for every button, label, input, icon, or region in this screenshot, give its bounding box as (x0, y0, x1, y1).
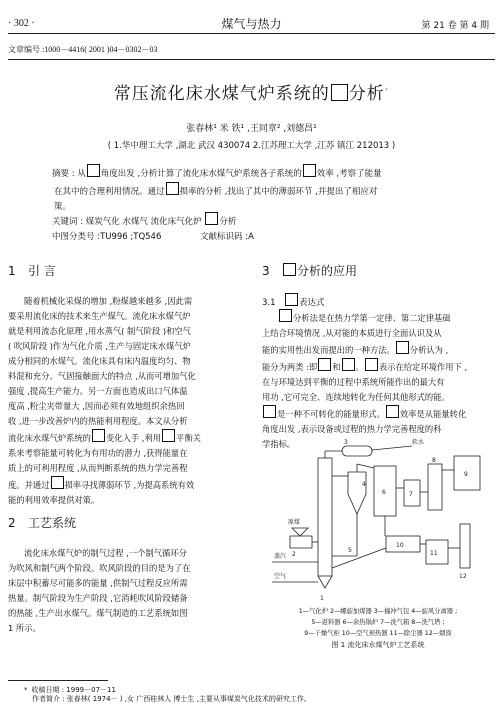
anergy-box-icon (342, 358, 355, 371)
article-rule (8, 59, 495, 60)
authors: 张春林¹ 米 铁¹ ,王同章² ,刘德昌¹ (186, 124, 317, 134)
title-footnote-mark: * (384, 86, 390, 95)
unit-number: 10 (396, 542, 404, 549)
text-line: 的热能 ,生产出水煤气。煤气制造的工艺系统如图 (8, 608, 188, 618)
unit-number: 4 (362, 481, 366, 488)
text-line (262, 309, 494, 326)
label-coal: 原煤 (288, 519, 301, 526)
header-rule (8, 33, 495, 34)
gasifier (318, 458, 332, 576)
clc-number: 中图分类号 :TU996 ;TQ546 (52, 232, 162, 242)
author-bio: 作者简介 : 张春林( 1974－ ) ,女 广西桂林人 博士生 ,主要从事煤炭气化技术的研究工作。 (32, 695, 311, 703)
anergy-box-icon (263, 405, 276, 418)
section-title: 工艺系统 (28, 516, 77, 530)
abstract-text: 损率的分析 ,找出了其中的薄弱环节 ,并提出了相应对 (179, 187, 378, 197)
exergy-box-icon (303, 164, 316, 177)
exergy-box-icon (279, 309, 292, 322)
chimney (460, 524, 470, 568)
text-line: 床层中积蓄尽可能多的能量 ,供制气过程反应所需 (8, 578, 188, 588)
text-span: 能的实用性出发而提出的一种方法。 (262, 345, 395, 355)
unit-number: 11 (430, 550, 438, 557)
cyclone-separator (348, 472, 366, 514)
process-flow-diagram (262, 436, 494, 604)
text-span: 是一种不可转化的能量形式。 (277, 409, 385, 419)
footnote (24, 686, 311, 704)
section-3-heading (262, 262, 357, 279)
title-text-end: 分析 (348, 84, 385, 104)
figure-legend (262, 606, 494, 651)
text-line: 收 ,进一步改善炉内的热能利用程度。本文从分析 (8, 416, 188, 426)
text-line: 为吹风和制气两个阶段。吹风阶段的目的是为了在 (8, 563, 191, 573)
text-line (262, 341, 494, 358)
text-span: 流化床水煤气炉系统的 (8, 433, 91, 443)
text-line: 要采用流化床的技术来生产煤气。流化床水煤气炉 (8, 311, 191, 321)
section-3-1-heading (262, 293, 325, 308)
document-code: 文献标识码 :A (200, 232, 254, 242)
figure-caption: 图 1 流化床水煤气炉工艺系统 (331, 641, 425, 649)
air-line (332, 548, 386, 568)
exergy-box-icon (365, 358, 378, 371)
legend-line: 9—干燥气柜 10—空气预热器 11—除尘器 12—烟囱 (304, 630, 452, 637)
abstract-label: 摘要 : (52, 169, 75, 179)
text-line: 1 所示。 (8, 623, 41, 633)
unit-number: 1 (320, 595, 324, 602)
section-title: 引 言 (28, 264, 56, 278)
text-line: 学指标。 (262, 439, 296, 449)
unit-number: 2 (292, 551, 296, 558)
section-1-body (8, 294, 238, 508)
text-line: 在与环境达到平衡的过程中系统所能作出的最大有 (262, 377, 445, 387)
exergy-box-icon (205, 212, 218, 225)
text-line: 系来考察能量可转化为有用功的潜力 ,获得能量在 (8, 448, 188, 458)
text-span: 变化入手 ,利用 (105, 433, 162, 443)
subsection-title: 表达式 (299, 298, 325, 308)
label-air: 空气 (274, 573, 287, 580)
page-number: · 302 · (8, 18, 35, 29)
unit-number: 3 (344, 439, 348, 446)
abstract-text: 从 (77, 169, 86, 179)
steam-drum (342, 446, 372, 456)
keywords (52, 212, 236, 227)
exergy-box-icon (51, 476, 64, 489)
text-span: 表示在给定环境作用下 , (378, 362, 468, 372)
exergy-box-icon (331, 84, 348, 101)
text-line: 就是利用流态化原理 ,用水蒸气( 制气阶段 )和空气 (8, 326, 191, 336)
unit-number: 9 (464, 471, 468, 478)
section-2-body (8, 546, 238, 636)
text-line: 热量。制气阶段为生产阶段 ,它消耗吹风阶段储备 (8, 593, 188, 603)
text-line: 强度 ,提高生产能力。另一方面也造成出口气体温 (8, 386, 188, 396)
text-line: ( 吹风阶段 )作为气化介质 ,生产与固定床水煤气炉 (8, 341, 191, 351)
keywords-text: 煤炭气化 水煤气 流化床气化炉 (85, 217, 205, 227)
exergy-box-icon (92, 429, 105, 442)
text-line: 随着机械化采煤的增加 ,粉煤越来越多 ,因此需 (24, 296, 193, 306)
paper-title (0, 79, 503, 104)
text-span: 度。并通过 (8, 480, 50, 490)
title-text: 常压流化床水煤气炉系统的 (113, 84, 330, 104)
legend-line: 5—返料器 6—余热锅炉 7—洗气箱 8—洗气塔 ; (311, 619, 445, 626)
screw-feeder (290, 536, 312, 548)
text-span: 能分为两类 :即 (262, 362, 318, 372)
exergy-box-icon (166, 182, 179, 195)
exergy-box-icon (386, 405, 399, 418)
abstract-text: 策。 (54, 202, 72, 212)
section-title: 分析的应用 (297, 264, 358, 278)
unit-number: 8 (432, 457, 436, 464)
label-steam: 蒸汽 (274, 553, 287, 560)
text-span: 效率是从能量转化 (399, 409, 467, 419)
water-inlet (372, 446, 412, 450)
section-2-heading (8, 514, 76, 531)
volume-issue: 第 21 卷 第 4 期 (421, 21, 489, 31)
section-1-heading (8, 262, 56, 279)
text-span: 分析法是在热力学第一定律、第二定律基础 (293, 313, 451, 323)
affiliations: ( 1.华中理工大学 ,湖北 武汉 430074 2.江苏理工大学 ,江苏 镇江 212013 ) (107, 141, 396, 151)
abstract-text: 效率 ,考察了能量 (316, 169, 382, 179)
classification (52, 230, 254, 242)
text-line: 用功 ,它可完全、连续地转化为任何其他形式的能。 (262, 392, 450, 402)
text-line: 料混和充分、气固接触面大的特点 ,从而可增加气化 (8, 371, 196, 381)
unit-number: 5 (348, 547, 352, 554)
unit-number: 6 (382, 489, 386, 496)
text-span: 。 (355, 362, 364, 372)
text-line: 能的利用效率提供对策。 (8, 495, 100, 505)
text-line: 成分相同的水煤气。流化床具有床内温度均匀、物 (8, 356, 191, 366)
exergy-box-icon (162, 429, 175, 442)
wash-tower (428, 464, 442, 510)
text-line (262, 405, 494, 422)
running-header (0, 14, 503, 34)
journal-name: 煤气与热力 (221, 17, 282, 31)
article-number: 文章编号 :1000－4416( 2001 )04－0302－03 (8, 45, 158, 54)
keywords-text-end: 分析 (219, 217, 237, 227)
exergy-box-icon (396, 341, 409, 354)
text-line: 上结合环境情况 ,从对能的本质进行全面认识及从 (262, 328, 442, 338)
exergy-box-icon (283, 263, 296, 276)
text-line (8, 429, 238, 446)
unit-number: 12 (459, 573, 467, 580)
label-water: 软水 (412, 439, 425, 446)
text-line: 质上的可利用程度 ,从而判断系统的热力学完善程 (8, 463, 188, 473)
abstract (52, 164, 452, 215)
text-span: 和 (332, 362, 341, 372)
text-span: 分析认为 , (409, 345, 449, 355)
section-number: 3 (262, 264, 270, 278)
text-span: 平衡关 (176, 433, 201, 443)
text-line: 度高 ,粉尘夹带量大 ,因而必须有效地组织余热回 (8, 401, 185, 411)
section-number: 2 (8, 516, 16, 530)
legend-line: 1—气化炉 2—螺旋加煤器 3—撞冲气包 4—旋风分离器 ; (298, 608, 458, 615)
section-3-1-body (262, 309, 494, 452)
exergy-box-icon (285, 293, 298, 306)
text-line: 角度出发 ,表示设备或过程的热力学完善程度的科 (262, 424, 442, 434)
footnote-rule (8, 680, 108, 681)
abstract-text: 角度出发 ,分析计算了流化床水煤气炉系统各子系统的 (100, 169, 302, 179)
received-text: 收稿日期 : 1999－07－11 (31, 686, 116, 694)
pipe (357, 464, 374, 468)
keywords-label: 关键词 : (52, 217, 84, 227)
unit-number: 7 (409, 491, 413, 498)
gasifier-bottom (318, 576, 332, 588)
coal-hopper (292, 528, 308, 536)
text-span: 损率寻找薄弱环节 ,为提高系统有效 (64, 480, 195, 490)
subsection-number: 3.1 (262, 298, 276, 308)
text-line (8, 476, 238, 493)
exergy-box-icon (318, 358, 331, 371)
section-number: 1 (8, 264, 16, 278)
exergy-box-icon (87, 164, 100, 177)
received-date: * 收稿日期 : 1999－07－11 (24, 686, 116, 694)
text-line (262, 358, 494, 375)
abstract-text: 在其中的合理利用情况。通过 (54, 187, 165, 197)
text-line: 流化床水煤气炉的制气过程 ,一个制气循环分 (24, 548, 187, 558)
